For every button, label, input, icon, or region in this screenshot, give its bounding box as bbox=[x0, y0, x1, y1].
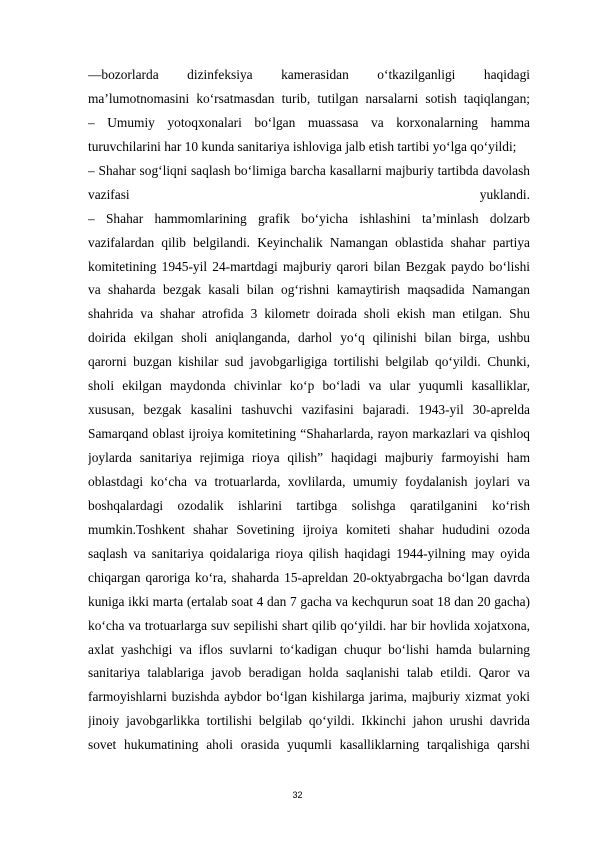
text-line: – Shahar sog‘liqni saqlash bo‘limiga barcha kasallarni majburiy tartibda davolash bbox=[88, 162, 530, 178]
text-line: chiqargan qaroriga ko‘ra, shaharda 15-apreldan 20-oktyabrgacha bo‘lgan davrda bbox=[88, 569, 530, 585]
text-line: jinoiy javobgarlikka tortilishi belgilab qo‘yildi. Ikkinchi jahon urushi davrida bbox=[88, 713, 530, 729]
text-line: vazifasi yuklandi. bbox=[88, 186, 530, 202]
text-line: qarorni buzgan kishilar sud javobgarligiga tortilishi belgilab qo‘yildi. Chunki, bbox=[88, 354, 530, 370]
text-line: ma’lumotnomasini ko‘rsatmasdan turib, tutilgan narsalarni sotish taqiqlangan; bbox=[88, 90, 530, 106]
text-line: mumkin.Toshkent shahar Sovetining ijroiya komiteti shahar hududini ozoda bbox=[88, 521, 530, 537]
text-line: farmoyishlarni buzishda aybdor bo‘lgan kishilarga jarima, majburiy xizmat yoki bbox=[88, 689, 530, 705]
text-line: vazifalardan qilib belgilandi. Keyinchalik Namangan oblastida shahar partiya bbox=[88, 234, 530, 250]
text-line: axlat yashchigi va iflos suvlarni to‘kadigan chuqur bo‘lishi hamda bularning bbox=[88, 641, 530, 657]
text-line: sovet hukumatining aholi orasida yuqumli kasalliklarning tarqalishiga qarshi bbox=[88, 737, 530, 753]
text-line: doirida ekilgan sholi aniqlanganda, darhol yo‘q qilinishi bilan birga, ushbu bbox=[88, 330, 530, 346]
text-line: —bozorlarda dizinfeksiya kamerasidan o‘tkazilganligi haqidagi bbox=[88, 67, 530, 82]
text-line: komitetining 1945-yil 24-martdagi majburiy qarori bilan Bezgak paydo bo‘lishi bbox=[88, 258, 530, 274]
text-line: xususan, bezgak kasalini tashuvchi vazifasini bajaradi. 1943-yil 30-aprelda bbox=[88, 402, 530, 418]
body-text bbox=[88, 63, 530, 757]
text-line: joylarda sanitariya rejimiga rioya qilish” haqidagi majburiy farmoyishi ham bbox=[88, 450, 530, 465]
page-number: 32 bbox=[292, 790, 303, 800]
text-line: kuniga ikki marta (ertalab soat 4 dan 7 gacha va kechqurun soat 18 dan 20 gacha) bbox=[88, 593, 530, 609]
text-line: saqlash va sanitariya qoidalariga rioya qilish haqidagi 1944-yilning may oyida bbox=[88, 545, 530, 561]
text-line: va shaharda bezgak kasali bilan og‘rishni kamaytirish maqsadida Namangan bbox=[88, 282, 530, 298]
text-line: turuvchilarini har 10 kunda sanitariya ishloviga jalb etish tartibi yo‘lga qo‘yildi; bbox=[88, 138, 517, 154]
text-line: – Umumiy yotoqxonalari bo‘lgan muassasa va korxonalarning hamma bbox=[88, 114, 530, 130]
text-line: sanitariya talablariga javob beradigan holda saqlanishi talab etildi. Qaror va bbox=[88, 665, 530, 681]
text-line: Samarqand oblast ijroiya komitetining “Shaharlarda, rayon markazlari va qishloq bbox=[88, 426, 530, 442]
text-line: shahrida va shahar atrofida 3 kilometr doirada sholi ekish man etilgan. Shu bbox=[88, 306, 530, 322]
text-line: boshqalardagi ozodalik ishlarini tartibga solishga qaratilganini ko‘rish bbox=[88, 497, 530, 513]
text-line: ko‘cha va trotuarlarga suv sepilishi shart qilib qo‘yildi. har bir hovlida xojatxona, bbox=[88, 617, 530, 633]
text-line: oblastdagi ko‘cha va trotuarlarda, xovlilarda, umumiy foydalanish joylari va bbox=[88, 473, 530, 489]
text-line: – Shahar hammomlarining grafik bo‘yicha ishlashini ta’minlash dolzarb bbox=[88, 210, 530, 226]
text-line: sholi ekilgan maydonda chivinlar ko‘p bo‘ladi va ular yuqumli kasalliklar, bbox=[88, 378, 530, 394]
